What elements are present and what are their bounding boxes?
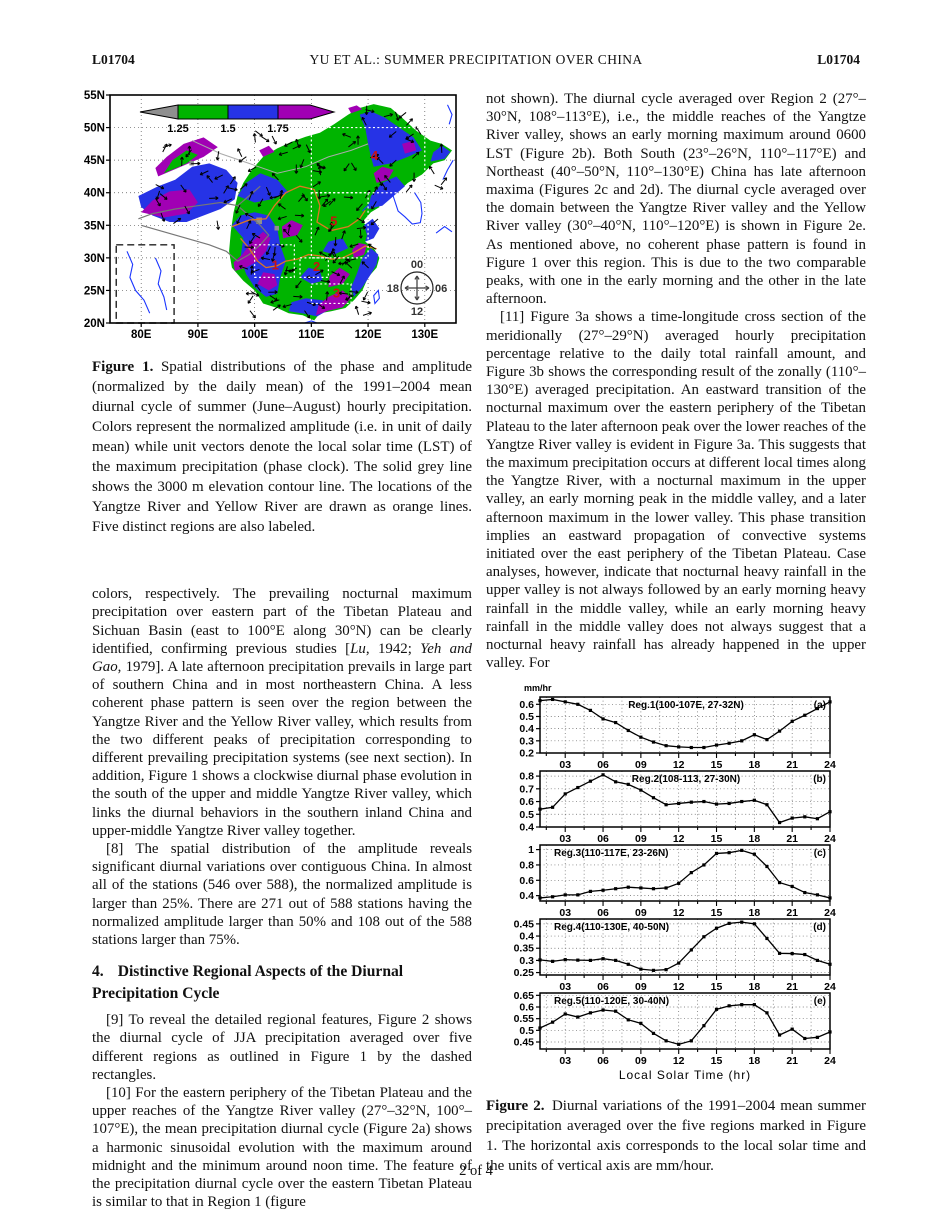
figure1-caption-text: Spatial distributions of the phase and amplitude (normalized by the daily mean) of the 1991–2004 mean diurnal cycle of summer (June–August) hourly precipitation. Colors represent the normalized amplitude (i.e. in unit of daily mean) while unit vectors denote the local solar time (LST) of the maximum precipitation (phase clock). The solid grey line shows the 3000 m elevation contour line. The locations of the Yangtze River and Yellow River are drawn as orange lines. Five distinct regions are also labeled. xyxy=(92,359,472,536)
y-tick-label: 0.3 xyxy=(519,954,534,967)
panel-letter: (e) xyxy=(813,995,826,1007)
panel-title: Reg.1(100-107E, 27-32N) xyxy=(628,699,744,711)
x-tick-label: 06 xyxy=(597,1054,609,1067)
data-point xyxy=(677,801,680,804)
data-point xyxy=(778,880,781,883)
x-tick-label: 18 xyxy=(748,980,761,993)
map-y-tick-label: 35N xyxy=(83,220,105,233)
figure2-caption-text: Diurnal variations of the 1991–2004 mean summer precipitation averaged over the five regions marked in Figure 1. The horizontal axis corresponds to the local solar time and the units of vertical axis are mm/hour. xyxy=(486,1097,867,1174)
data-point xyxy=(765,738,768,741)
map-y-tick-label: 25N xyxy=(83,285,105,298)
y-tick-label: 0.45 xyxy=(513,1036,534,1048)
data-point xyxy=(538,1026,541,1029)
panel-letter: (b) xyxy=(813,773,826,785)
y-tick-label: 0.65 xyxy=(513,989,534,1002)
data-point xyxy=(740,1003,743,1006)
region-label-4: 4 xyxy=(370,148,379,164)
data-point xyxy=(677,961,680,964)
y-tick-label: 0.5 xyxy=(519,710,534,723)
map-x-tick-label: 90E xyxy=(187,329,209,341)
data-point xyxy=(828,1030,831,1033)
data-point xyxy=(639,788,642,791)
x-tick-label: 06 xyxy=(597,906,609,919)
data-point xyxy=(791,884,794,887)
data-point xyxy=(576,785,579,788)
x-tick-label: 18 xyxy=(748,832,761,845)
data-point xyxy=(715,926,718,929)
y-tick-label: 0.5 xyxy=(519,808,534,821)
x-tick-label: 24 xyxy=(824,1054,836,1067)
data-point xyxy=(677,745,680,748)
x-tick-label: 09 xyxy=(635,832,647,845)
data-point xyxy=(564,1012,567,1015)
map-y-tick-label: 40N xyxy=(83,187,105,200)
data-point xyxy=(728,921,731,924)
chart-panel-(e) xyxy=(514,989,836,1066)
y-tick-label: 0.5 xyxy=(519,1024,534,1037)
data-point xyxy=(728,801,731,804)
data-point xyxy=(778,820,781,823)
region-label-3: 3 xyxy=(332,285,341,301)
x-tick-label: 03 xyxy=(559,1054,572,1067)
data-point xyxy=(664,1039,667,1042)
data-point xyxy=(627,728,630,731)
figure2-caption-label: Figure 2. xyxy=(486,1097,545,1114)
data-point xyxy=(538,958,541,961)
unit-label: mm/hr xyxy=(524,682,552,693)
data-point xyxy=(816,1035,819,1038)
x-tick-label: 12 xyxy=(672,758,685,771)
section-number: 4. xyxy=(92,963,104,981)
x-tick-label: 03 xyxy=(559,906,572,919)
y-tick-label: 0.55 xyxy=(513,1012,534,1025)
data-point xyxy=(576,958,579,961)
left-column xyxy=(83,90,472,1212)
amplitude-field xyxy=(138,104,452,320)
data-point xyxy=(765,1011,768,1014)
x-tick-label: 09 xyxy=(635,980,647,993)
clock-label-12: 12 xyxy=(410,306,424,318)
data-point xyxy=(778,1033,781,1036)
y-tick-label: 0.45 xyxy=(513,917,534,930)
paragraph: not shown). The diurnal cycle averaged over Region 2 (27°–30°N, 108°–113°E), i.e., the middle reaches of the Yangtze River valley, shows an early morning maximum around 0600 LST (Figure 2b). Both South (23°–26°N, 110°–117°E) and Northeast (40°–50°N, 110°–130°E) China has late afternoon maxima (Figures 2c and 2d). The diurnal cycle averaged over the domain between the Yangtze River valley and the Yellow River valley (30°–40°N, 110°–120°E) is shown in Figure 2e. As mentioned above, no coherent phase pattern is found in Figure 1 over this region. This is due to the two comparable peaks, with one in the early morning and the other in the late afternoon. xyxy=(486,91,866,308)
panel-title: Reg.3(110-117E, 23-26N) xyxy=(554,847,669,859)
data-point xyxy=(728,851,731,854)
data-point xyxy=(664,886,667,889)
data-point xyxy=(551,959,554,962)
map-y-tick-label: 45N xyxy=(83,155,105,168)
data-point xyxy=(816,958,819,961)
taiwan-outline xyxy=(374,290,380,303)
data-point xyxy=(690,800,693,803)
data-point xyxy=(564,700,567,703)
x-tick-label: 06 xyxy=(597,832,609,845)
chart-panel-(c) xyxy=(519,844,836,919)
data-point xyxy=(614,780,617,783)
y-tick-label: 0.6 xyxy=(519,698,534,711)
data-point xyxy=(753,852,756,855)
region-label-2: 2 xyxy=(313,258,321,274)
x-tick-label: 09 xyxy=(635,906,647,919)
x-tick-label: 15 xyxy=(710,980,723,993)
data-point xyxy=(551,895,554,898)
x-tick-label: 09 xyxy=(635,758,647,771)
x-tick-label: 15 xyxy=(710,906,723,919)
header-citation-left: L01704 xyxy=(92,52,135,67)
y-tick-label: 0.2 xyxy=(519,747,534,759)
y-tick-label: 0.4 xyxy=(519,930,534,943)
y-tick-label: 0.6 xyxy=(519,1001,534,1013)
data-point xyxy=(740,848,743,851)
chart-panel-(b) xyxy=(519,770,836,844)
clock-label-00: 00 xyxy=(410,259,424,271)
inset-box xyxy=(116,245,174,323)
map-y-tick-label: 30N xyxy=(83,252,105,265)
data-point xyxy=(564,958,567,961)
paragraph: colors, respectively. The prevailing nocturnal maximum precipitation over eastern part of the Tibetan Plateau and Sichuan Basin (east to 100°E along 30°N) can be clearly identified, confirming previous studies [Lu, 1942; Yeh and Gao, 1979]. A late afternoon precipitation prevails in large part of southern China and in most northeastern China. A less coherent phase pattern is seen over the region between the Yangtze River and the Yellow River valley, which results from the two different peaks of precipitation corresponding to different prevailing precipitation systems (see next section). In addition, Figure 1 shows a clockwise diurnal phase evolution in the south of the upper and middle Yangtze River valley, which links the diurnal behaviors in the southern inland China and upper-middle Yangtze River valley together. xyxy=(92,586,472,839)
clock-label-18: 18 xyxy=(386,283,399,295)
data-point xyxy=(690,745,693,748)
paragraph: [8] The spatial distribution of the amplitude reveals significant diurnal variations over contiguous China. In almost all of the stations (546 over 588), the normalized amplitude is larger than 25%. There are 271 out of 588 stations having the normalized amplitude larger than 50% and 108 out of the 588 stations larger than 75%. xyxy=(92,841,472,949)
panel-title: Reg.4(110-130E, 40-50N) xyxy=(554,921,670,933)
paragraph: [9] To reveal the detailed regional features, Figure 2 shows the diurnal cycle of JJA precipitation averaged over five different regions as outlined in Figure 1 by the dashed rectangles. xyxy=(92,1012,472,1083)
right-column xyxy=(486,90,866,1176)
data-point xyxy=(791,951,794,954)
data-point xyxy=(791,719,794,722)
header-running-title: YU ET AL.: SUMMER PRECIPITATION OVER CHINA xyxy=(309,52,643,67)
data-point xyxy=(702,863,705,866)
x-tick-label: 03 xyxy=(559,758,572,771)
y-tick-label: 1 xyxy=(528,843,534,856)
x-tick-label: 21 xyxy=(786,1054,799,1067)
x-tick-label: 24 xyxy=(824,906,836,919)
y-tick-label: 0.25 xyxy=(513,966,534,979)
y-tick-label: 0.4 xyxy=(519,821,534,833)
y-tick-label: 0.4 xyxy=(519,889,534,902)
data-point xyxy=(601,773,604,776)
data-point xyxy=(728,1004,731,1007)
map-x-tick-label: 80E xyxy=(130,329,152,341)
data-point xyxy=(740,739,743,742)
x-tick-label: 15 xyxy=(710,758,723,771)
figure2 xyxy=(496,681,866,1090)
data-point xyxy=(803,1036,806,1039)
page-header xyxy=(92,52,860,68)
x-tick-label: 24 xyxy=(824,980,836,993)
panel-title: Reg.2(108-113, 27-30N) xyxy=(631,773,741,785)
data-point xyxy=(765,803,768,806)
data-point xyxy=(614,720,617,723)
data-point xyxy=(639,1021,642,1024)
data-point xyxy=(564,792,567,795)
chart-panel-(d) xyxy=(514,918,836,993)
x-tick-label: 12 xyxy=(672,1054,685,1067)
map-x-tick-label: 110E xyxy=(298,329,325,341)
figure1-map xyxy=(82,90,462,342)
data-point xyxy=(601,717,604,720)
data-point xyxy=(652,968,655,971)
data-point xyxy=(576,1015,579,1018)
data-point xyxy=(589,958,592,961)
data-point xyxy=(589,1011,592,1014)
data-point xyxy=(551,697,554,700)
data-point xyxy=(715,851,718,854)
data-point xyxy=(778,729,781,732)
data-point xyxy=(690,871,693,874)
data-point xyxy=(601,957,604,960)
data-point xyxy=(639,735,642,738)
phase-clock xyxy=(387,259,448,318)
header-citation-right: L01704 xyxy=(817,52,860,67)
legend-value: 1.5 xyxy=(220,123,236,135)
data-point xyxy=(589,779,592,782)
panel-letter: (d) xyxy=(813,921,826,933)
data-point xyxy=(740,799,743,802)
data-point xyxy=(652,1031,655,1034)
data-point xyxy=(753,922,756,925)
data-point xyxy=(803,815,806,818)
data-point xyxy=(803,713,806,716)
paragraph: [10] For the eastern periphery of the Tibetan Plateau and the upper reaches of the Yangtze River valley (27°–32°N, 100°–107°E), the mean precipitation diurnal cycle (Figure 2a) shows a harmonic sinusoidal evolution with the maximum around midnight and the minimum around noon time. The feature of the precipitation diurnal cycle over the eastern Tibetan Plateau is similar to that in Region 1 (figure xyxy=(92,1085,472,1211)
x-tick-label: 06 xyxy=(597,980,609,993)
section-title: Distinctive Regional Aspects of the Diurnal Precipitation Cycle xyxy=(92,963,404,1003)
x-tick-label: 24 xyxy=(824,832,836,845)
data-point xyxy=(639,967,642,970)
figure1-caption xyxy=(92,357,472,537)
section-heading xyxy=(92,961,472,1005)
legend-value: 1.75 xyxy=(267,123,289,135)
data-point xyxy=(601,888,604,891)
data-point xyxy=(538,699,541,702)
x-tick-label: 12 xyxy=(672,906,685,919)
data-point xyxy=(664,803,667,806)
data-point xyxy=(627,885,630,888)
data-point xyxy=(715,743,718,746)
data-point xyxy=(627,1018,630,1021)
panel-letter: (c) xyxy=(813,847,826,859)
data-point xyxy=(702,799,705,802)
x-tick-label: 09 xyxy=(635,1054,647,1067)
map-y-tick-label: 20N xyxy=(83,318,105,330)
clock-label-06: 06 xyxy=(435,283,448,295)
data-point xyxy=(803,890,806,893)
data-point xyxy=(791,816,794,819)
data-point xyxy=(614,887,617,890)
y-tick-label: 0.4 xyxy=(519,722,534,735)
amplitude-legend xyxy=(140,105,334,135)
y-tick-label: 0.3 xyxy=(519,734,534,747)
x-tick-label: 15 xyxy=(710,1054,723,1067)
data-point xyxy=(791,1027,794,1030)
y-tick-label: 0.7 xyxy=(519,782,534,795)
data-point xyxy=(627,962,630,965)
data-point xyxy=(753,733,756,736)
y-tick-label: 0.8 xyxy=(519,858,534,871)
data-point xyxy=(639,886,642,889)
data-point xyxy=(538,807,541,810)
y-tick-label: 0.6 xyxy=(519,874,534,887)
data-line xyxy=(540,1004,830,1044)
data-point xyxy=(816,817,819,820)
region-label-5: 5 xyxy=(330,213,338,229)
data-point xyxy=(664,744,667,747)
x-tick-label: 18 xyxy=(748,906,761,919)
x-tick-label: 21 xyxy=(786,758,799,771)
data-point xyxy=(828,962,831,965)
x-tick-label: 21 xyxy=(786,906,799,919)
y-tick-label: 0.6 xyxy=(519,795,534,808)
x-axis-title: Local Solar Time (hr) xyxy=(618,1067,752,1082)
x-tick-label: 18 xyxy=(748,758,761,771)
data-point xyxy=(803,952,806,955)
data-point xyxy=(614,958,617,961)
panel-title: Reg.5(110-120E, 30-40N) xyxy=(554,995,670,1007)
figure2-chart xyxy=(496,681,836,1085)
x-tick-label: 06 xyxy=(597,758,609,771)
data-point xyxy=(652,740,655,743)
x-tick-label: 03 xyxy=(559,832,572,845)
data-point xyxy=(576,702,579,705)
x-tick-label: 12 xyxy=(672,980,685,993)
data-point xyxy=(677,881,680,884)
map-y-tick-label: 55N xyxy=(83,90,105,103)
data-point xyxy=(576,893,579,896)
data-point xyxy=(551,1020,554,1023)
data-point xyxy=(702,745,705,748)
chart-panel-(a) xyxy=(519,697,836,771)
legend-value: 1.25 xyxy=(167,123,189,135)
data-point xyxy=(753,798,756,801)
x-tick-label: 18 xyxy=(748,1054,761,1067)
map-y-tick-label: 50N xyxy=(83,122,105,135)
data-point xyxy=(677,1042,680,1045)
data-point xyxy=(564,893,567,896)
region-label-1: 1 xyxy=(271,257,279,273)
map-x-tick-label: 100E xyxy=(241,329,269,341)
data-point xyxy=(627,782,630,785)
y-tick-label: 0.35 xyxy=(513,942,534,955)
data-point xyxy=(778,951,781,954)
data-point xyxy=(715,1007,718,1010)
data-point xyxy=(765,936,768,939)
data-point xyxy=(551,805,554,808)
data-point xyxy=(702,935,705,938)
data-point xyxy=(765,864,768,867)
figure1 xyxy=(82,90,472,347)
data-point xyxy=(652,796,655,799)
data-point xyxy=(589,708,592,711)
data-point xyxy=(690,1039,693,1042)
x-tick-label: 21 xyxy=(786,980,799,993)
data-point xyxy=(589,889,592,892)
data-point xyxy=(538,896,541,899)
data-point xyxy=(652,887,655,890)
data-point xyxy=(715,802,718,805)
map-x-tick-label: 130E xyxy=(411,329,439,341)
x-tick-label: 21 xyxy=(786,832,799,845)
data-point xyxy=(816,893,819,896)
data-point xyxy=(740,920,743,923)
map-x-tick-label: 120E xyxy=(354,329,382,341)
y-tick-label: 0.8 xyxy=(519,770,534,783)
data-point xyxy=(614,1009,617,1012)
data-point xyxy=(690,948,693,951)
data-point xyxy=(828,700,831,703)
figure1-caption-label: Figure 1. xyxy=(92,359,154,376)
data-point xyxy=(664,968,667,971)
page-footer: 2 of 4 xyxy=(459,1163,493,1179)
x-tick-label: 12 xyxy=(672,832,685,845)
data-point xyxy=(828,810,831,813)
data-point xyxy=(753,1003,756,1006)
x-tick-label: 15 xyxy=(710,832,723,845)
panel-letter: (a) xyxy=(813,699,826,711)
data-point xyxy=(728,741,731,744)
data-point xyxy=(601,1008,604,1011)
x-tick-label: 03 xyxy=(559,980,572,993)
data-point xyxy=(702,1024,705,1027)
map-body xyxy=(84,90,456,341)
paragraph: [11] Figure 3a shows a time-longitude cross section of the meridionally (27°–29°N) averaged hourly precipitation percentage relative to the daily total rainfall amount, and Figure 3b shows the corresponding result of the zonally (110°–130°E) averaged precipitation. An eastward transition of the nocturnal maximum over the eastern periphery of the Tibetan Plateau to the later afternoon peak over the lower reaches of the Yangtze River valley is evident in Figure 3a. This suggests that the maximum precipitation occurs at different local times along the Yangtze River, with a nocturnal maximum in the upper valley, an early morning peak in the middle valley, and a later afternoon maximum in the lower valley. This phase transition implies an eastward propagation of convective systems initiated over the east periphery of the Tibetan Plateau. Case analyses, however, indicate that nocturnal heavy rainfall in the upper valley is not always followed by an early morning heavy rainfall in the middle valley, while an early morning heavy rainfall in the middle valley does not always suggest that a nocturnal heavy rainfall has already happened in the upper valley. For xyxy=(486,309,866,672)
x-tick-label: 24 xyxy=(824,758,836,771)
data-point xyxy=(828,896,831,899)
